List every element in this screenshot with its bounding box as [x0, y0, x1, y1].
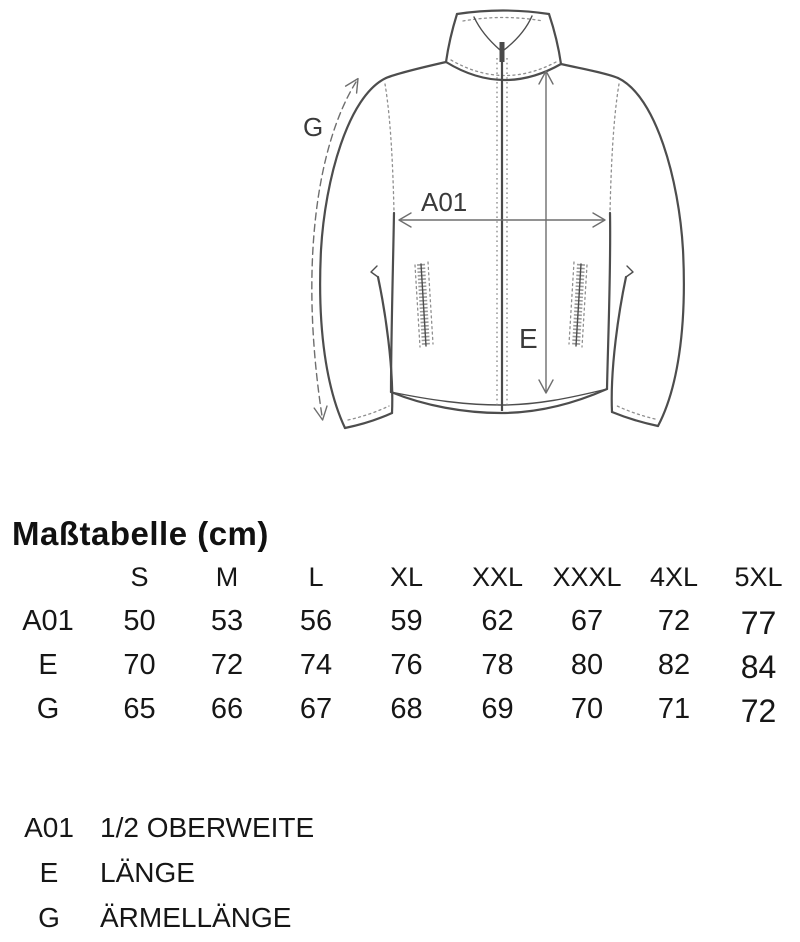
legend-code-g: G [38, 901, 60, 933]
value-g-xxxl: 70 [570, 692, 604, 725]
jacket-zipper [497, 42, 507, 411]
table-corner-cell [0, 555, 96, 599]
value-g-xxl: 69 [481, 692, 514, 725]
column-header-l: L [308, 561, 324, 592]
jacket-right-sleeve [561, 64, 684, 426]
value-e-xl: 76 [390, 648, 423, 681]
value-a01-xl: 59 [390, 604, 423, 637]
value-e-s: 70 [123, 648, 156, 681]
jacket-left-pocket [415, 262, 433, 347]
column-header-xl: XL [389, 561, 424, 592]
value-g-5xl: 72 [740, 692, 777, 729]
chest-width-label: A01 [421, 187, 468, 217]
value-e-xxxl: 80 [570, 648, 604, 681]
row-label-a01: A01 [22, 604, 74, 637]
sleeve-length-label: G [303, 112, 324, 142]
value-e-xxl: 78 [481, 648, 514, 681]
size-table-title: Maßtabelle (cm) [12, 515, 269, 552]
value-e-4xl: 82 [657, 648, 691, 681]
value-g-xl: 68 [390, 692, 423, 725]
legend-code-e: E [39, 856, 59, 888]
measurement-legend [0, 805, 800, 940]
value-g-4xl: 71 [657, 692, 691, 725]
value-a01-4xl: 72 [657, 604, 691, 637]
size-table [0, 555, 800, 731]
body-length-arrow [539, 71, 553, 393]
legend-item-a01 [0, 805, 800, 850]
column-header-m: M [215, 561, 239, 592]
legend-description-a01: 1/2 OBERWEITE [100, 811, 315, 843]
legend-description-g: ÄRMELLÄNGE [100, 901, 292, 933]
value-e-m: 72 [210, 648, 244, 681]
value-a01-l: 56 [299, 604, 333, 637]
row-label-g: G [36, 692, 60, 725]
value-a01-5xl: 77 [740, 604, 777, 641]
value-a01-m: 53 [210, 604, 244, 637]
value-a01-s: 50 [123, 604, 156, 637]
jacket-right-pocket [569, 262, 587, 347]
column-header-xxxl: XXXL [552, 561, 622, 592]
value-e-5xl: 84 [740, 648, 777, 685]
value-a01-xxl: 62 [481, 604, 514, 637]
value-g-s: 65 [123, 692, 156, 725]
column-header-4xl: 4XL [649, 561, 699, 592]
column-header-s: S [130, 561, 149, 592]
column-header-5xl: 5XL [734, 561, 783, 592]
body-length-label: E [519, 323, 538, 354]
column-header-xxl: XXL [471, 561, 524, 592]
legend-item-e [0, 850, 800, 895]
legend-code-a01: A01 [24, 811, 74, 843]
value-g-l: 67 [299, 692, 333, 725]
legend-item-g [0, 895, 800, 940]
value-a01-xxxl: 67 [570, 604, 604, 637]
value-e-l: 74 [299, 648, 333, 681]
legend-description-e: LÄNGE [100, 856, 195, 888]
value-g-m: 66 [210, 692, 244, 725]
row-label-e: E [38, 648, 58, 681]
